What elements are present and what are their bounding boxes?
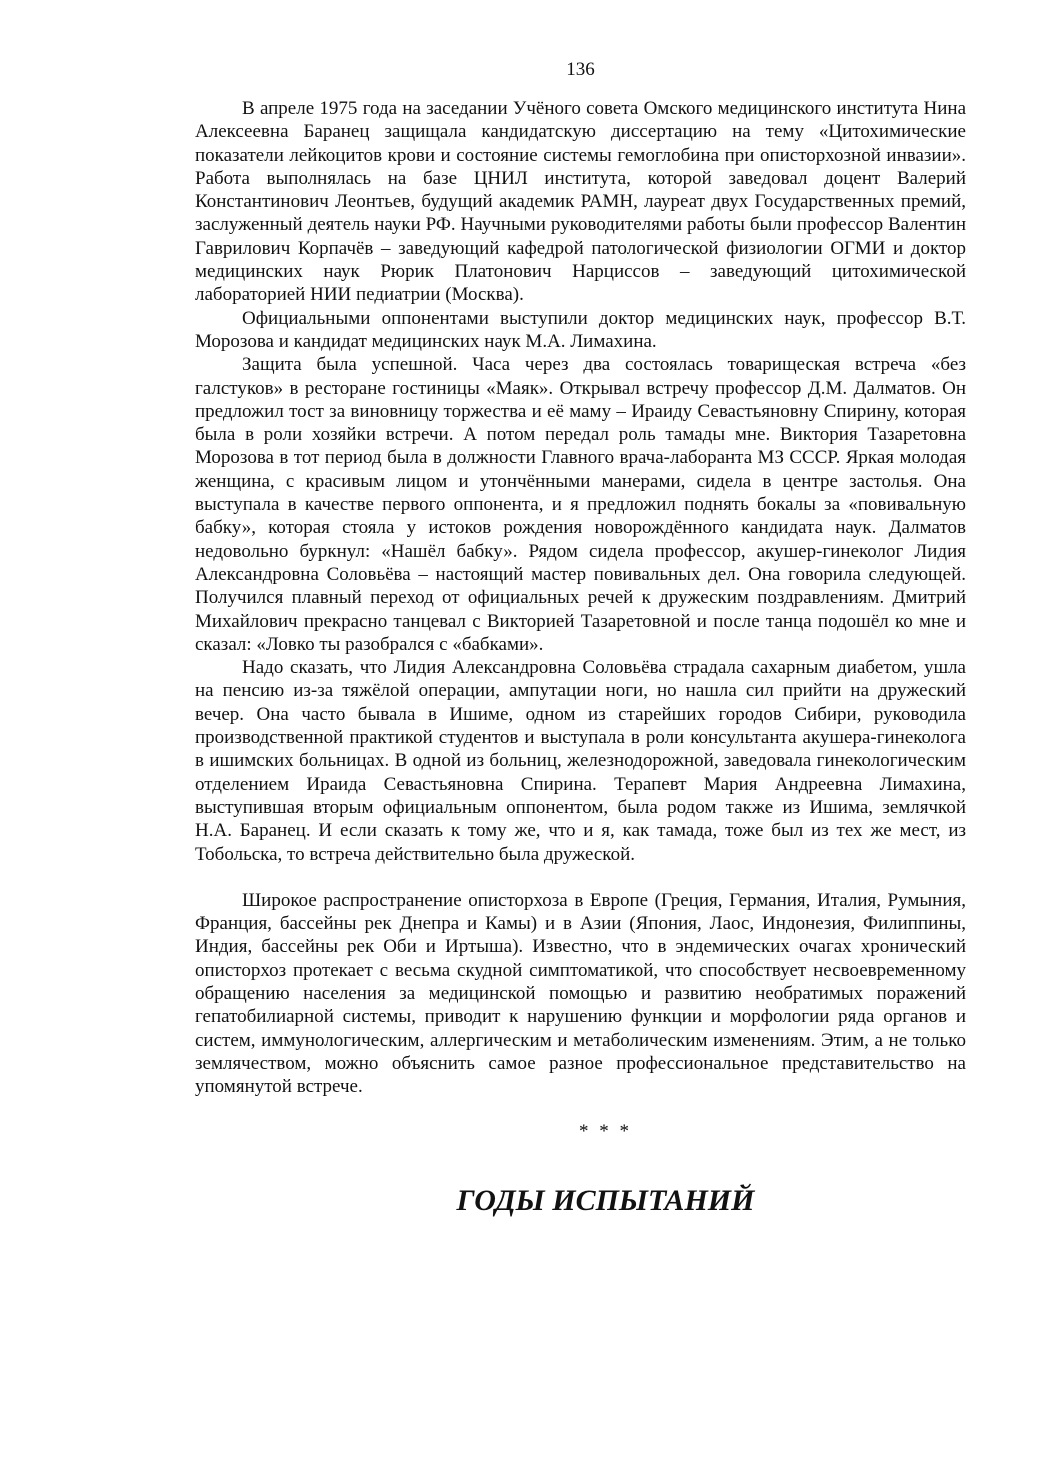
section-separator: * * *: [579, 1121, 632, 1143]
document-page: [195, 58, 966, 1219]
paragraph-opisthorchiasis: Широкое распространение описторхоза в Европе (Греция, Германия, Италия, Румыния, Франция, бассейны рек Днепра и Камы) и в Азии (Япония, Лаос, Индонезия, Филиппины, Индия, бассейны рек Оби и Иртыша). Известно, что в эндемических очагах хронический описторхоз протекает с весьма скудной симптоматикой, что способствует несвоевременному обращению населения за медицинской помощью и развитию необратимых поражений гепатобилиарной системы, приводит к нарушению функции и морфологии ряда органов и систем, иммунологическим, аллергическим и метаболическим изменениям. Этим, а не только землячеством, можно объяснить самое разное профессиональное представительство на упомянутой встрече.: [195, 889, 966, 1098]
page-number: 136: [566, 59, 595, 80]
paragraph-solovyova: Надо сказать, что Лидия Александровна Соловьёва страдала сахарным диабетом, ушла на пенсию из-за тяжёлой операции, ампутации ноги, но нашла сил прийти на дружеский вечер. Она часто бывала в Ишиме, одном из старейших городов Сибири, руководила производственной практикой студентов и выступала в роли консультанта акушера-гинеколога в ишимских больницах. В одной из больниц, железнодорожной, заведовала гинекологическим отделением Ираида Севастьяновна Спирина. Терапевт Мария Андреевна Лимахина, выступившая вторым официальным оппонентом, была родом также из Ишима, землячкой Н.А. Баранец. И если сказать к тому же, что и я, как тамада, тоже был из тех же мест, из Тобольска, то встреча действительно была дружеской.: [195, 657, 966, 865]
chapter-title: ГОДЫ ИСПЫТАНИЙ: [456, 1184, 755, 1218]
paragraph-defense: В апреле 1975 года на заседании Учёного совета Омского медицинского института Нина Алексеевна Баранец защищала кандидатскую диссертацию на тему «Цитохимические показатели лейкоцитов крови и состояние системы гемоглобина при описторхозной инвазии». Работа выполнялась на базе ЦНИЛ института, которой заведовал доцент Валерий Константинович Леонтьев, будущий академик РАМН, лауреат двух Государственных премий, заслуженный деятель науки РФ. Научными руководителями работы были профессор Валентин Гаврилович Корпачёв – заведующий кафедрой патологической физиологии ОГМИ и доктор медицинских наук Рюрик Платонович Нарциссов – заведующий цитохимической лабораторией НИИ педиатрии (Москва).: [195, 98, 966, 306]
paragraph-opponents: Официальными оппонентами выступили доктор медицинских наук, профессор В.Т. Морозова и кандидат медицинских наук М.А. Лимахина.: [195, 307, 966, 352]
paragraph-celebration: Защита была успешной. Часа через два состоялась товарищеская встреча «без галстуков» в ресторане гостиницы «Маяк». Открывал встречу профессор Д.М. Далматов. Он предложил тост за виновницу торжества и её маму – Ираиду Севастьяновну Спирину, которая была в роли хозяйки встречи. А потом передал роль тамады мне. Виктория Тазаретовна Морозова в тот период была в должности Главного врача-лаборанта МЗ СССР. Яркая молодая женщина, с красивым лицом и утончёнными манерами, сидела в центре застолья. Она выступала в качестве первого оппонента, и я предложил поднять бокалы за «повивальную бабку», которая стояла у истоков рождения новорождённого кандидата наук. Далматов недовольно буркнул: «Нашёл бабку». Рядом сидела профессор, акушер-гинеколог Лидия Александровна Соловьёва – настоящий мастер повивальных дел. Она говорила следующей. Получился плавный переход от официальных речей к дружеским поздравлениям. Дмитрий Михайлович прекрасно танцевал с Викторией Тазаретовной и после танца подошёл ко мне и сказал: «Ловко ты разобрался с «бабками».: [195, 354, 966, 655]
paragraph-gap: [195, 866, 966, 889]
